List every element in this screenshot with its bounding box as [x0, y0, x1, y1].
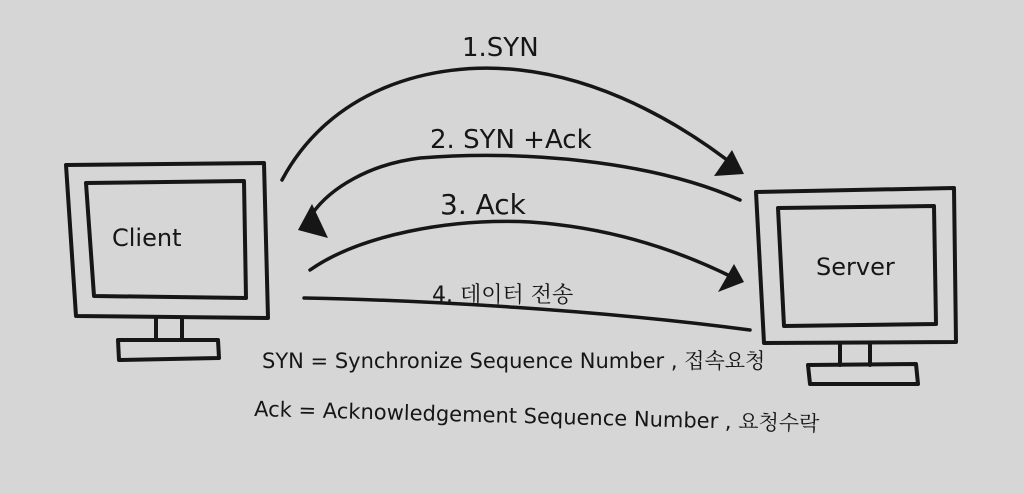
server-monitor	[756, 188, 956, 384]
step-1-label: 1.SYN	[462, 33, 539, 63]
step-2-label: 2. SYN +Ack	[430, 125, 592, 155]
step-3-label: 3. Ack	[440, 188, 526, 221]
client-monitor-base	[118, 340, 219, 360]
step-4-line	[304, 283, 750, 330]
server-monitor-neck	[840, 343, 870, 365]
server-label: Server	[816, 253, 895, 281]
client-monitor	[66, 163, 268, 360]
server-monitor-base	[808, 364, 918, 384]
syn-ack-arrowhead-icon	[298, 204, 328, 238]
step-1-arrow	[282, 33, 744, 180]
client-label: Client	[112, 224, 182, 252]
legend	[254, 349, 821, 436]
syn-ack-arc	[312, 155, 740, 214]
legend-ack: Ack = Acknowledgement Sequence Number , 요청수락	[253, 397, 820, 436]
legend-syn: SYN = Synchronize Sequence Number , 접속요청	[262, 349, 766, 373]
step-4-label: 4. 데이터 전송	[432, 283, 574, 308]
ack-arc	[310, 221, 734, 278]
client-monitor-neck	[156, 318, 182, 340]
ack-arrowhead-icon	[718, 264, 744, 292]
step-3-arrow	[310, 188, 744, 292]
